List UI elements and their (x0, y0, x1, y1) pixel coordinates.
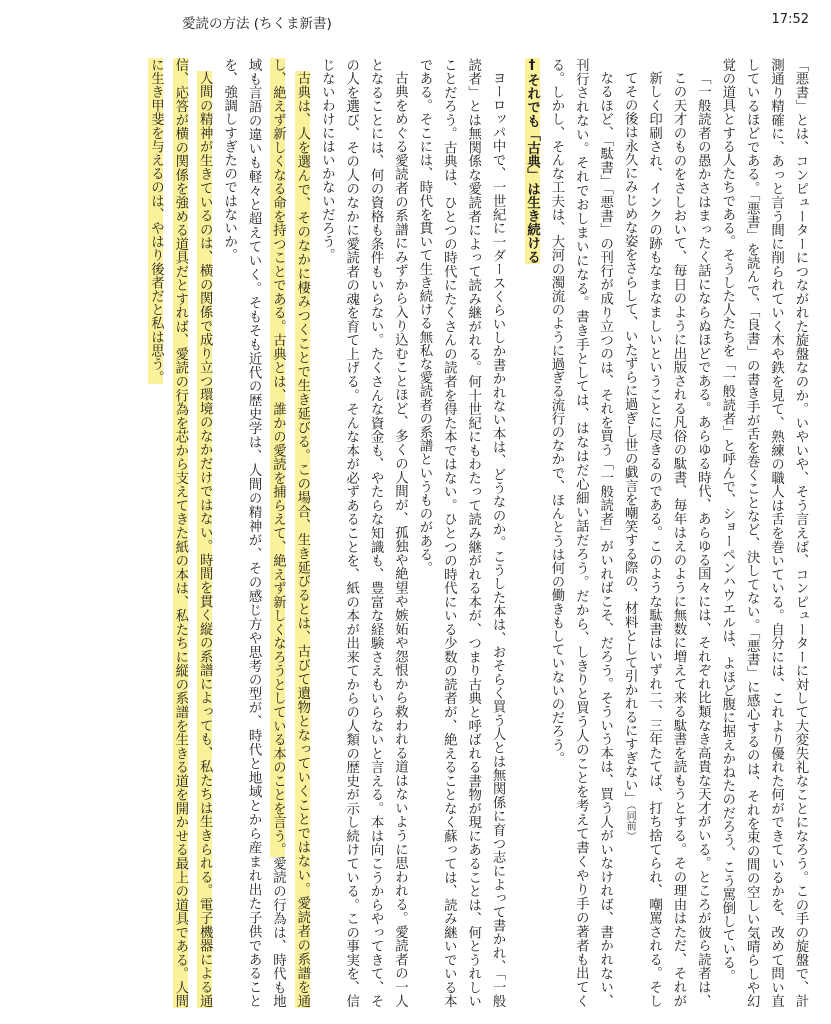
book-title[interactable]: 愛読の方法 (ちくま新書) (182, 16, 332, 32)
highlight-seishin[interactable]: 人間の精神が生きているのは、横の関係で成り立つ環境のなかだけではない。時間を貫く縦の系譜によっても、私たちは生きられる。電子機器による通信、応答が横の関係を強める道具だとすれば、愛読の行為を芯から支えてきた紙の本は、私たちに縦の系譜を生きる道を開かせる最上の道具である。人間に生き甲斐を与えるのは、やはり後者だと私は思う。 (148, 58, 213, 1008)
vertical-text-page[interactable] (52, 58, 812, 1008)
paragraph-koten-ikinobiru (216, 58, 314, 1008)
section-heading-row (519, 58, 543, 1008)
highlight-koten[interactable]: 古典は、人を選んで、そのなかに棲みつくことで生き延びる。この場合、生き延びるとは、古びて遺物となっていくことではない。愛読者の系譜を通し、絶えず新しくなる命を持つことである。古典とは、誰かの愛読を捕らえて、絶えず新しくなろうとしている本のことを言う。 (270, 58, 310, 1008)
top-status-bar (0, 0, 831, 44)
paragraph-akusho: 「悪書」とは、コンピューターにつながれた旋盤なのか。いやいや、そう言えば、コンピューターに対して大変失礼なことになろう。この手の旋盤で、計測通り精確に、あっと言う間に削られていく木や鉄を見て、熟練の職人は舌を巻いている。自分には、これより優れた何ができているかを、改めて問い直しているほどである。「悪書」を読んで、「良書」の書き手が舌を巻くことなど、決してない。「悪書」に感心するのは、それを束の間の空しい気晴らしや幻覚の道具とする人たちである。そうした人たちを「一般読者」と呼んで、ショーペンハウエルは、よほど腹に据えかねたのだろう、こう罵倒している。 (719, 58, 808, 1008)
quote-text: 「一般読者の愚かさはまったく話にならぬほどである。あらゆる時代、あらゆる国々には、それぞれ比類なき高貴な天才がいる。ところが彼ら読者は、この天才のものをさしおいて、毎日のように出版される凡俗の駄書、毎年はえのように無数に増えて来る駄書を読もうとする。その理由はただ、それが新しく印刷され、インクの跡もなまなましいということに尽きるのである。このような駄書はいずれ二、三年たてば、打ち捨てられ、嘲罵される。そしてその後は永久にみじめな姿をさらして、いたずらに過ぎし世の戯言を嘲笑する際の、材料として引かれるにすぎない」 (622, 71, 711, 1008)
paragraph-koten-rest: 愛読の行為は、時代も地域も言語の違いも軽々と超えていく。そもそも近代の歴史学は、人間の精神が、その感じ方や思考の型が、時代と地域とから産まれ出た子供であることを、強調しすぎたのではないか。 (221, 58, 286, 1008)
paragraph-europe: ヨーロッパ中で、一世紀に一ダースくらいしか書かれない本は、どうなのか。こうした本は、おそらく買う人とは無関係に育つ志によって書かれ、「一般読者」とは無関係な愛読者によって読み継がれる。何十世紀にもわたって読み継がれる本が、つまり古典と呼ばれる書物が現にあることは、何とうれしいことだろう。古典は、ひとつの時代にたくさんの読者を得た本ではない。ひとつの時代にいる少数の読者が、絶えることなく蘇っては、読み継いでいる本である。そこには、時代を貫いて生き続ける無私な愛読者の系譜というものがある。 (416, 58, 506, 1008)
schopenhauer-quote (617, 58, 715, 1008)
paragraph-koten-keifu: 古典をめぐる愛読者の系譜にみずから入り込むことほど、多くの人間が、孤独や絶望や嫉妬や怨恨から救われる道はないように思われる。愛読者の一人となることには、何の資格も条件もいらない。たくさんな資金も、やたらな知識も、豊富な経験さえもいらないと言える。本は向こうからやってきて、その人を選び、その人のなかに愛読者の魂を育て上げる。そんな本が必ずあることを、紙の本が出来てからの人類の歴史が示し続けている。この事実を、信じないわけにはいかないだろう。 (319, 58, 408, 1008)
paragraph-seishin (143, 58, 216, 1008)
paragraph-dasho: なるほど、「駄書」「悪書」の刊行が成り立つのは、それを買う「一般読者」がいればこそ、だろう。そういう本は、買う人がいなければ、書かれない、刊行されない。それでおしまいになる。書き手としては、はなはだ心細い話だろう。だから、しきりと買う人のことを考えて書くやり手の著者も出てくる。しかし、そんな工夫は、大河の濁流のように過ぎる流行のなかで、ほんとうは何の働きもしていないのだろう。 (548, 58, 613, 1008)
section-heading: †それでも「古典」は生き続ける (524, 58, 540, 264)
status-time: 17:52 (771, 12, 809, 27)
quote-source: （同前） (624, 805, 636, 842)
